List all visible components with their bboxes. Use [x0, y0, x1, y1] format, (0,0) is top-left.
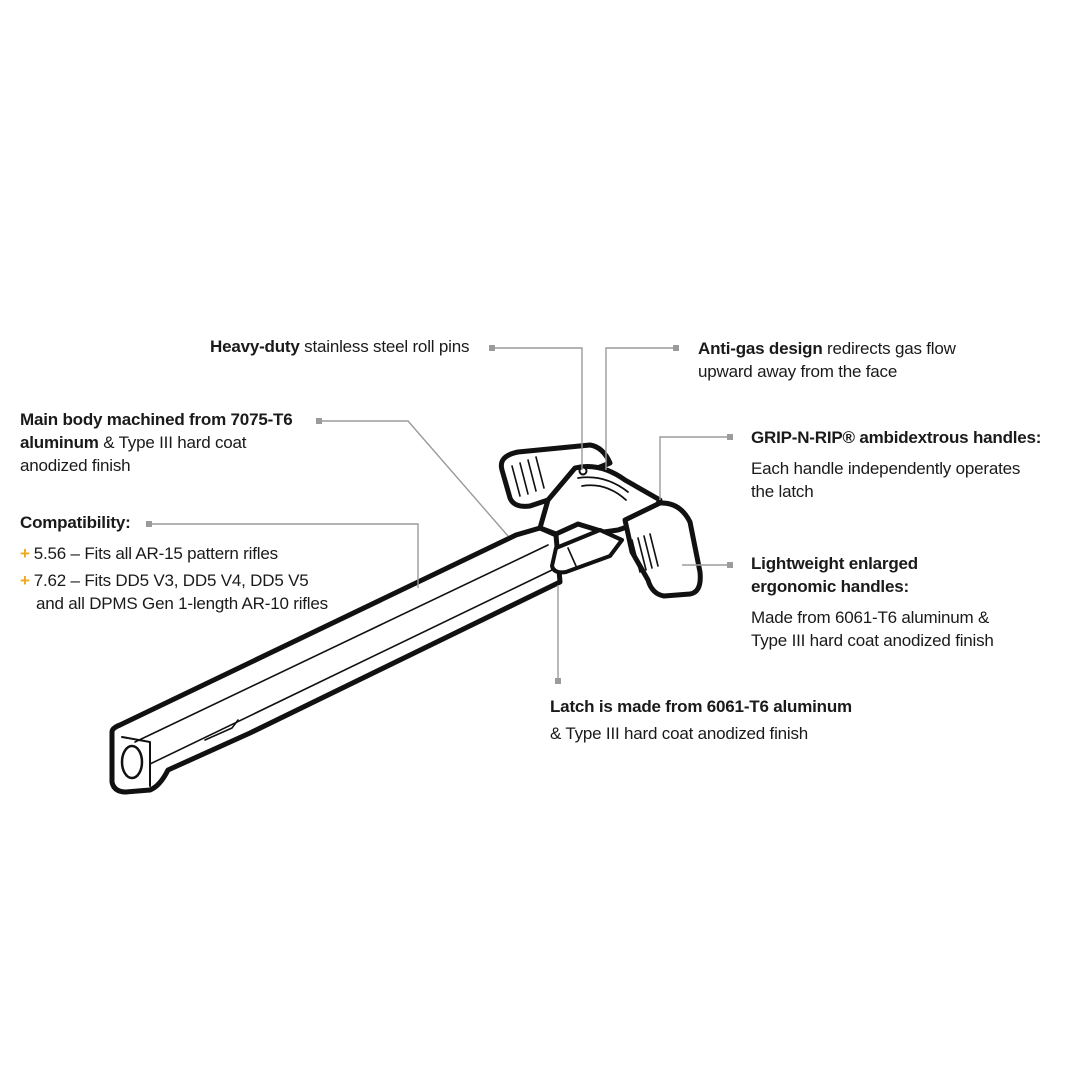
compatibility-item-text-cont: and all DPMS Gen 1-length AR-10 rifles — [36, 594, 328, 613]
main-body-line3: anodized finish — [20, 456, 131, 475]
lightweight-line1: Made from 6061-T6 aluminum & — [751, 608, 990, 627]
callout-anti-gas — [698, 337, 956, 383]
leader-main-body — [320, 421, 508, 536]
anti-gas-text: redirects gas flow — [822, 339, 956, 358]
leader-grip-n-rip — [660, 437, 730, 500]
lightweight-title2: ergonomic handles: — [751, 577, 909, 596]
main-body-bold1: Main body machined from 7075-T6 — [20, 410, 293, 429]
roll-pin-left — [580, 468, 587, 475]
plus-icon: + — [20, 571, 30, 590]
leader-dot-main-body — [316, 418, 322, 424]
rod-tip-hole — [122, 746, 142, 778]
compatibility-item-text: 5.56 – Fits all AR-15 pattern rifles — [33, 544, 278, 563]
compatibility-item — [20, 569, 328, 615]
grip-n-rip-line1: Each handle independently operates — [751, 459, 1021, 478]
callout-grip-n-rip — [751, 426, 1041, 503]
compatibility-item — [20, 542, 328, 565]
right-handle — [625, 503, 700, 596]
callout-latch — [550, 695, 852, 745]
lightweight-line2: Type III hard coat anodized finish — [751, 631, 994, 650]
main-body-bold2: aluminum — [20, 433, 99, 452]
leader-dot-latch — [555, 678, 561, 684]
anti-gas-line2: upward away from the face — [698, 362, 898, 381]
leader-dot-roll-pins — [489, 345, 495, 351]
compatibility-item-text: 7.62 – Fits DD5 V3, DD5 V4, DD5 V5 — [33, 571, 309, 590]
leader-anti-gas — [606, 348, 676, 470]
callout-lightweight — [751, 552, 994, 652]
callout-compatibility — [20, 511, 328, 615]
roll-pins-text: stainless steel roll pins — [299, 337, 470, 356]
anti-gas-bold: Anti-gas design — [698, 339, 823, 358]
leader-dot-grip-n-rip — [727, 434, 733, 440]
leader-dot-lightweight — [727, 562, 733, 568]
callout-roll-pins — [210, 335, 469, 358]
roll-pins-bold: Heavy-duty — [210, 337, 300, 356]
latch — [552, 530, 622, 572]
callout-main-body — [20, 408, 292, 477]
grip-n-rip-title: GRIP-N-RIP® ambidextrous handles: — [751, 428, 1042, 447]
leader-dot-anti-gas — [673, 345, 679, 351]
plus-icon: + — [20, 544, 30, 563]
latch-line2: & Type III hard coat anodized finish — [550, 724, 809, 743]
latch-bold: Latch is made from 6061-T6 aluminum — [550, 697, 852, 716]
grip-n-rip-line2: the latch — [751, 482, 814, 501]
compatibility-title: Compatibility: — [20, 513, 131, 532]
main-body-text2: & Type III hard coat — [98, 433, 247, 452]
lightweight-title1: Lightweight enlarged — [751, 554, 918, 573]
